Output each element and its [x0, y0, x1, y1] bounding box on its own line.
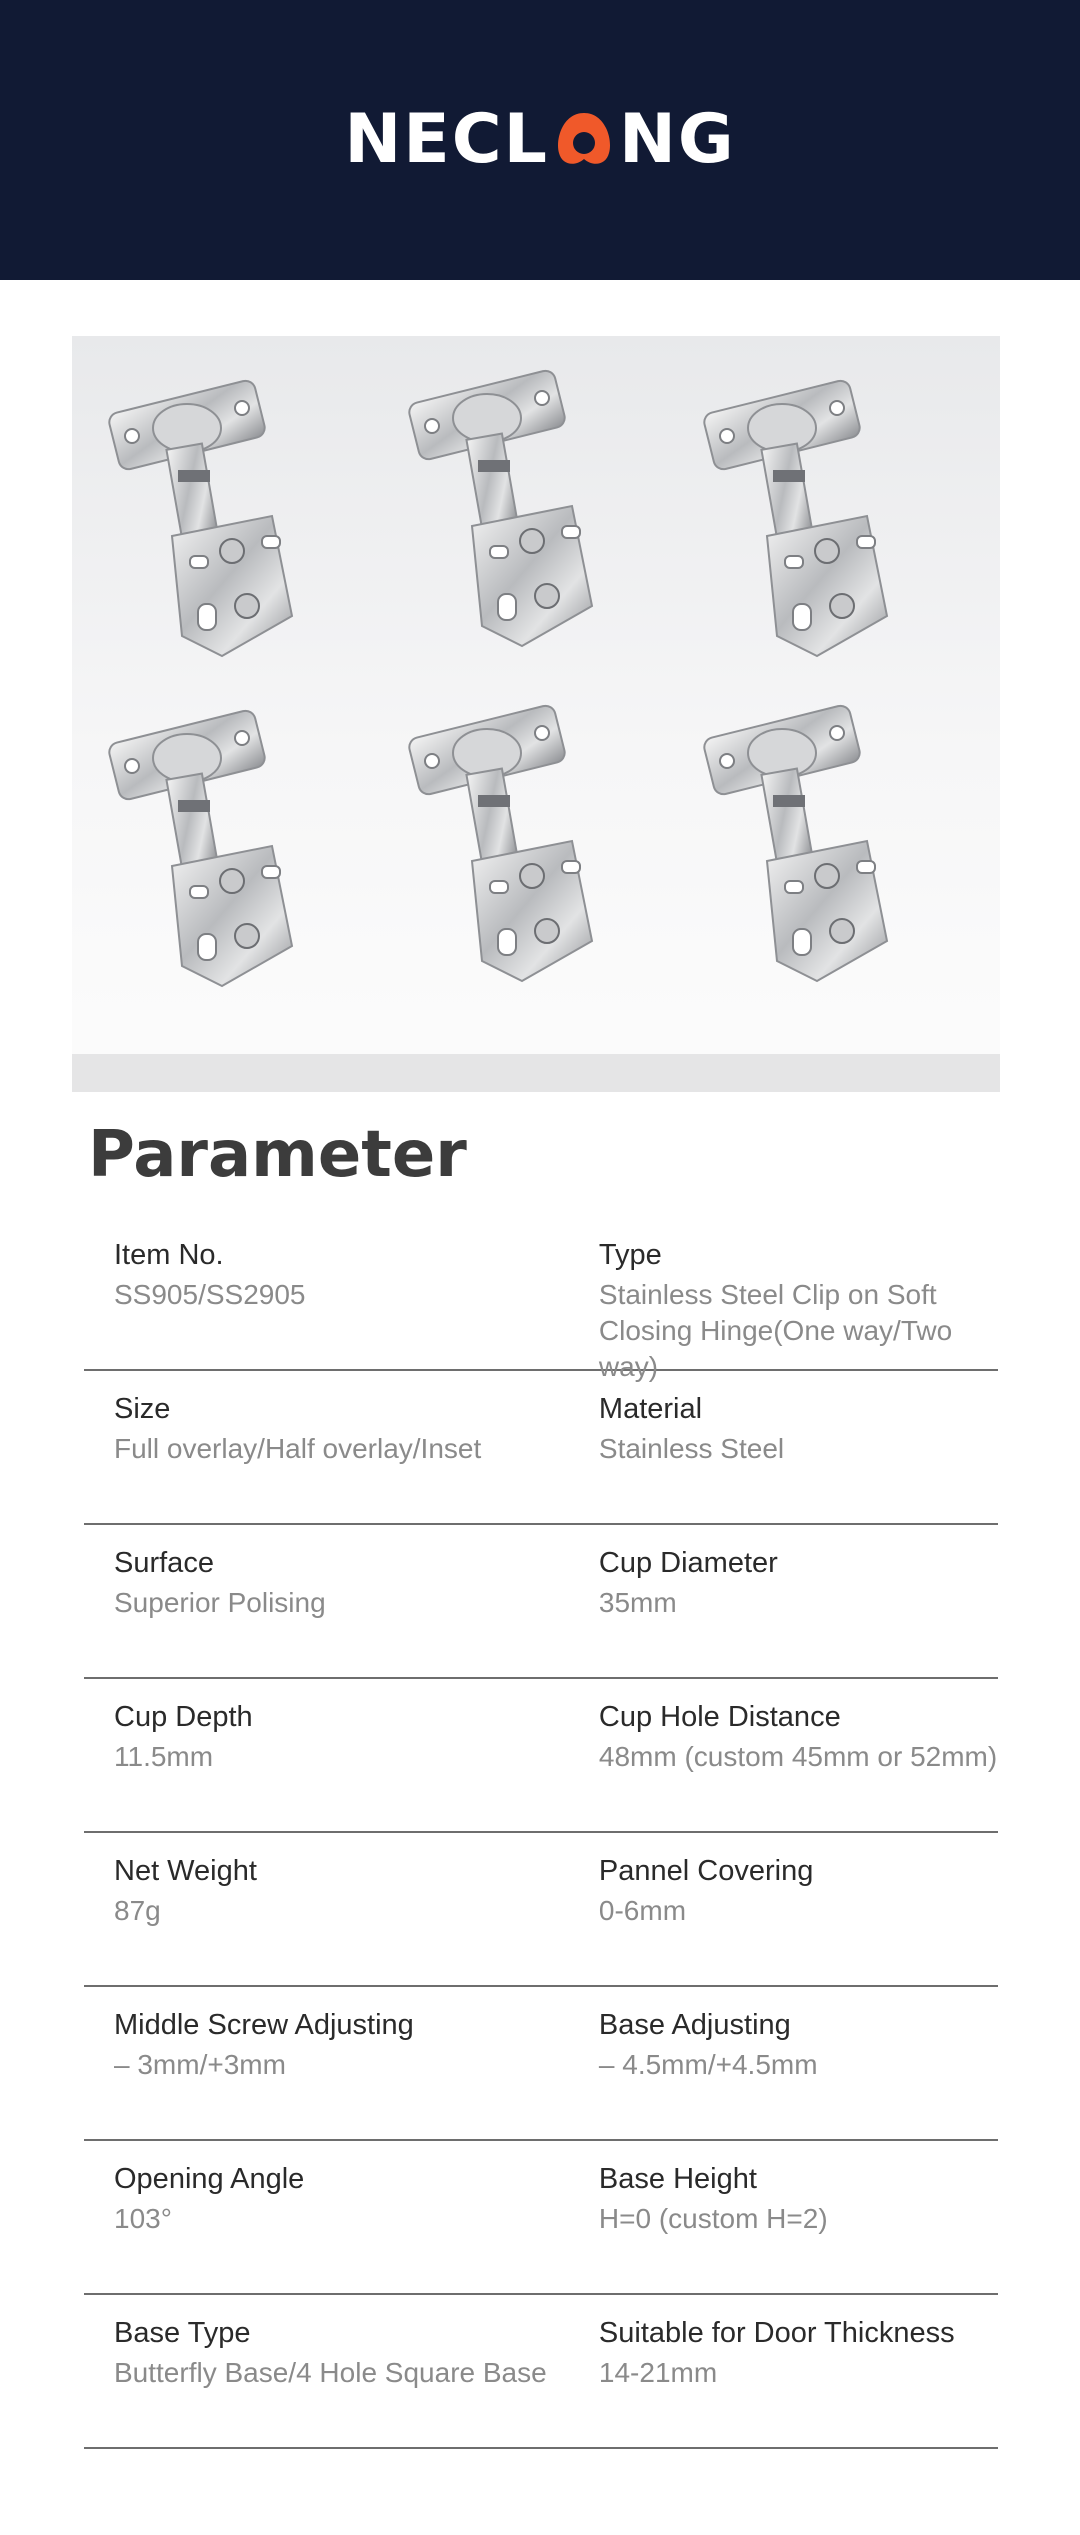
parameter-value: H=0 (custom H=2)	[598, 2203, 828, 2234]
parameter-label: Opening Angle	[114, 2163, 305, 2195]
parameter-label: Type	[598, 1239, 662, 1271]
parameter-cell	[84, 2157, 599, 2293]
parameter-cell	[84, 1387, 599, 1523]
section-title: Parameter	[88, 1118, 467, 1192]
parameter-label: Base Height	[598, 2163, 757, 2195]
parameter-row	[84, 1833, 998, 1987]
parameter-value: 35mm	[598, 1587, 677, 1618]
parameter-table	[84, 1225, 998, 2449]
parameter-label: Base Type	[114, 2317, 251, 2349]
hinge-image-2	[402, 356, 662, 676]
parameter-row	[84, 1371, 998, 1525]
parameter-value: Full overlay/Half overlay/Inset	[114, 1433, 482, 1464]
hinge-image-6	[697, 691, 957, 1011]
brand-name-right: NG	[618, 100, 736, 179]
parameter-row	[84, 1987, 998, 2141]
brand-header	[0, 0, 1080, 280]
parameter-value: Superior Polising	[114, 1587, 326, 1618]
brand-logo	[344, 100, 736, 179]
parameter-row	[84, 1525, 998, 1679]
parameter-value: 87g	[114, 1895, 161, 1926]
hinge-image-3	[697, 366, 957, 686]
parameter-value: Stainless Steel Clip on Soft Closing Hinge(One way/Two way)	[598, 1279, 953, 1382]
parameter-cell	[84, 1233, 599, 1369]
brand-name-left: NECL	[344, 100, 549, 179]
product-photo	[72, 336, 1000, 1092]
parameter-cell	[599, 1695, 998, 1831]
parameter-value: 11.5mm	[114, 1741, 214, 1772]
parameter-row	[84, 2295, 998, 2449]
parameter-cell	[84, 1541, 599, 1677]
parameter-value: SS905/SS2905	[114, 1279, 306, 1310]
hinge-image-4	[102, 696, 362, 1016]
parameter-cell	[599, 2157, 998, 2293]
parameter-label: Cup Hole Distance	[598, 1701, 841, 1733]
parameter-cell	[599, 2311, 998, 2447]
parameter-label: Net Weight	[114, 1855, 257, 1887]
parameter-value: – 3mm/+3mm	[114, 2049, 286, 2080]
parameter-label: Pannel Covering	[598, 1855, 814, 1887]
hinge-image-5	[402, 691, 662, 1011]
parameter-cell	[84, 2003, 599, 2139]
parameter-cell	[84, 1849, 599, 1985]
parameter-cell	[599, 1541, 998, 1677]
parameter-cell	[84, 2311, 599, 2447]
parameter-value: 0-6mm	[598, 1895, 687, 1926]
parameter-cell	[598, 1233, 998, 1382]
parameter-label: Suitable for Door Thickness	[598, 2317, 955, 2349]
parameter-row	[84, 2141, 998, 2295]
parameter-label: Base Adjusting	[598, 2009, 791, 2041]
parameter-cell	[599, 1849, 998, 1985]
parameter-label: Item No.	[114, 1239, 224, 1271]
parameter-label: Size	[114, 1393, 171, 1425]
logo-o-mark-icon	[553, 109, 615, 171]
parameter-label: Cup Depth	[114, 1701, 253, 1733]
parameter-label: Cup Diameter	[598, 1547, 778, 1579]
parameter-row	[84, 1225, 998, 1382]
parameter-value: – 4.5mm/+4.5mm	[598, 2049, 818, 2080]
parameter-cell	[84, 1695, 599, 1831]
parameter-row	[84, 1679, 998, 1833]
parameter-value: 48mm (custom 45mm or 52mm)	[598, 1741, 998, 1772]
parameter-value: Stainless Steel	[598, 1433, 785, 1464]
parameter-value: Butterfly Base/4 Hole Square Base	[114, 2357, 547, 2388]
parameter-value: 14-21mm	[598, 2357, 718, 2388]
parameter-cell	[599, 1387, 998, 1523]
parameter-label: Middle Screw Adjusting	[114, 2009, 414, 2041]
parameter-label: Surface	[114, 1547, 214, 1579]
photo-bottom-strip	[72, 1054, 1000, 1092]
parameter-cell	[599, 2003, 998, 2139]
parameter-value: 103°	[114, 2203, 172, 2234]
parameter-label: Material	[598, 1393, 703, 1425]
hinge-image-1	[102, 366, 362, 686]
